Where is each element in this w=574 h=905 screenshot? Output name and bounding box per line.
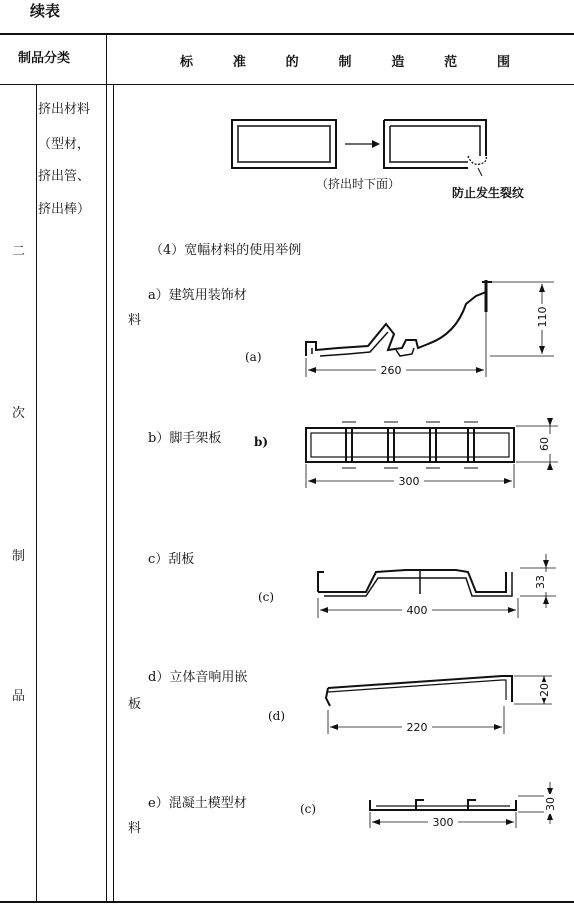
header-char: 标 [180, 55, 194, 70]
subcategory-line: 挤出管、 [38, 169, 91, 184]
figure-tag: (d) [268, 709, 286, 723]
category-char-zhi: 制 [12, 549, 26, 564]
column-divider-2 [113, 84, 114, 902]
header-char: 围 [496, 55, 510, 70]
dimension-height: 110 [536, 306, 549, 328]
header-char: 制 [338, 55, 352, 70]
header-bottom-rule [0, 84, 574, 85]
dimension-width: 220 [406, 721, 428, 734]
dimension-width: 260 [380, 364, 402, 377]
dimension-height: 30 [544, 797, 557, 811]
table-bottom-rule [0, 901, 574, 903]
dimension-height: 20 [538, 683, 551, 697]
header-char: 的 [285, 55, 299, 70]
subcategory-line: （型材， [38, 137, 91, 152]
figure-tag: b) [254, 435, 269, 449]
header-char: 范 [444, 55, 458, 70]
header-char: 造 [391, 55, 405, 70]
dimension-width: 300 [398, 475, 420, 488]
item-label: e）混凝土模型材 [148, 796, 247, 811]
header-char: 准 [232, 55, 246, 70]
figure-tag: (c) [258, 590, 275, 604]
column-divider-sub-left [36, 84, 37, 902]
item-label-cont: 料 [128, 313, 142, 328]
wide-section-title: （4）宽幅材料的使用举例 [150, 243, 302, 258]
dimension-height: 33 [534, 575, 547, 589]
category-char-ci: 次 [12, 406, 26, 421]
standard-range-header [180, 51, 510, 70]
dimension-width: 400 [406, 604, 428, 617]
item-label: c）刮板 [148, 552, 195, 567]
table-top-rule [0, 33, 574, 35]
profile-c-scraper-board [306, 550, 566, 625]
profile-d-stereo-inlay-panel [316, 672, 566, 747]
dimension-height: 60 [538, 437, 551, 451]
dimension-width: 300 [432, 816, 454, 829]
subcategory-line: 挤出材料 [38, 102, 91, 117]
item-label: d）立体音响用嵌 [148, 670, 248, 685]
category-column-header: 制品分类 [18, 51, 71, 66]
category-char-pin: 品 [12, 689, 26, 704]
item-label-cont: 料 [128, 821, 142, 836]
subcategory-line: 挤出棒） [38, 202, 91, 217]
profile-e-concrete-form [360, 780, 566, 840]
item-label: a）建筑用装饰材 [148, 288, 247, 303]
figure-tag: (c) [300, 802, 317, 816]
figure-tag: (a) [245, 350, 262, 364]
item-label-cont: 板 [128, 697, 142, 712]
profile-a-building-trim [296, 272, 566, 382]
category-char-er: 二 [12, 244, 26, 259]
extrusion-caption: （挤出时下面） [316, 177, 401, 191]
continued-label: 续表 [30, 2, 61, 20]
crack-prevention-note: 防止发生裂纹 [452, 186, 525, 200]
profile-b-scaffold-board [296, 412, 566, 492]
item-label: b）脚手架板 [148, 431, 222, 446]
column-divider-1 [106, 34, 107, 902]
